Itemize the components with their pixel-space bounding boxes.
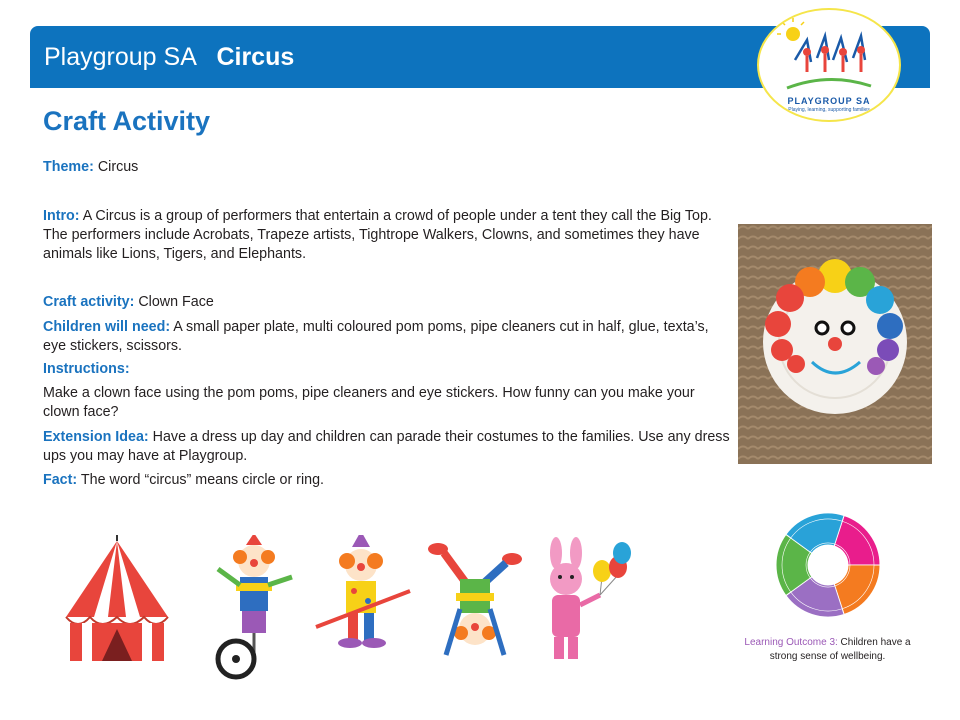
craft-label: Craft activity: (43, 294, 135, 310)
theme-line (43, 158, 733, 177)
learning-outcome-label: Learning Outcome 3: (744, 637, 838, 648)
craft-text: Clown Face (134, 294, 214, 310)
playgroup-logo (757, 8, 901, 122)
extension-paragraph (43, 428, 733, 466)
logo-name: PLAYGROUP SA (787, 96, 871, 106)
clown-face-photo (738, 224, 932, 464)
logo-tagline: Playing, learning, supporting families (788, 107, 870, 113)
juggling-clown-icon (312, 535, 414, 685)
fact-line (43, 471, 733, 490)
family-figures-icon (759, 10, 899, 100)
header-topic: Circus (216, 43, 295, 71)
learning-outcomes-wheel (773, 510, 883, 620)
intro-text: A Circus is a group of performers that entertain a crowd of people under a tent they call the Big Top. The performers include Acrobats, Trapeze artists, Tightrope Walkers, Clowns, and sometimes they have animals like Lions, Tigers, and Elephants. (43, 208, 712, 262)
theme-label: Theme: (43, 159, 94, 175)
instructions-text: Make a clown face using the pom poms, pipe cleaners and eye stickers. How funny can you make your clown face? (43, 385, 695, 420)
intro-paragraph (43, 207, 733, 264)
learning-outcome-caption (735, 636, 920, 664)
learning-outcome-text: Children have a strong sense of wellbeing. (769, 637, 911, 662)
unicycle-clown-icon (206, 535, 302, 685)
craft-line (43, 293, 733, 312)
handstand-clown-icon (424, 535, 524, 685)
extension-label: Extension Idea: (43, 429, 149, 445)
header-title (44, 43, 294, 72)
circus-tent-icon (58, 535, 176, 685)
instructions-heading (43, 360, 733, 379)
needs-label: Children will need: (43, 319, 171, 335)
needs-paragraph (43, 318, 733, 356)
theme-text: Circus (93, 159, 139, 175)
intro-label: Intro: (43, 208, 80, 224)
extension-text: Have a dress up day and children can parade their costumes to the families. Use any dress ups you may have at Playgroup. (43, 429, 730, 464)
instructions-label: Instructions: (43, 361, 130, 377)
page-title: Craft Activity (43, 106, 211, 136)
needs-text: A small paper plate, multi coloured pom poms, pipe cleaners cut in half, glue, texta’s, eye stickers, scissors. (43, 319, 709, 354)
bunny-balloons-icon (536, 535, 636, 685)
fact-label: Fact: (43, 472, 78, 488)
fact-text: The word “circus” means circle or ring. (77, 472, 324, 488)
header-org: Playgroup SA (44, 43, 196, 71)
